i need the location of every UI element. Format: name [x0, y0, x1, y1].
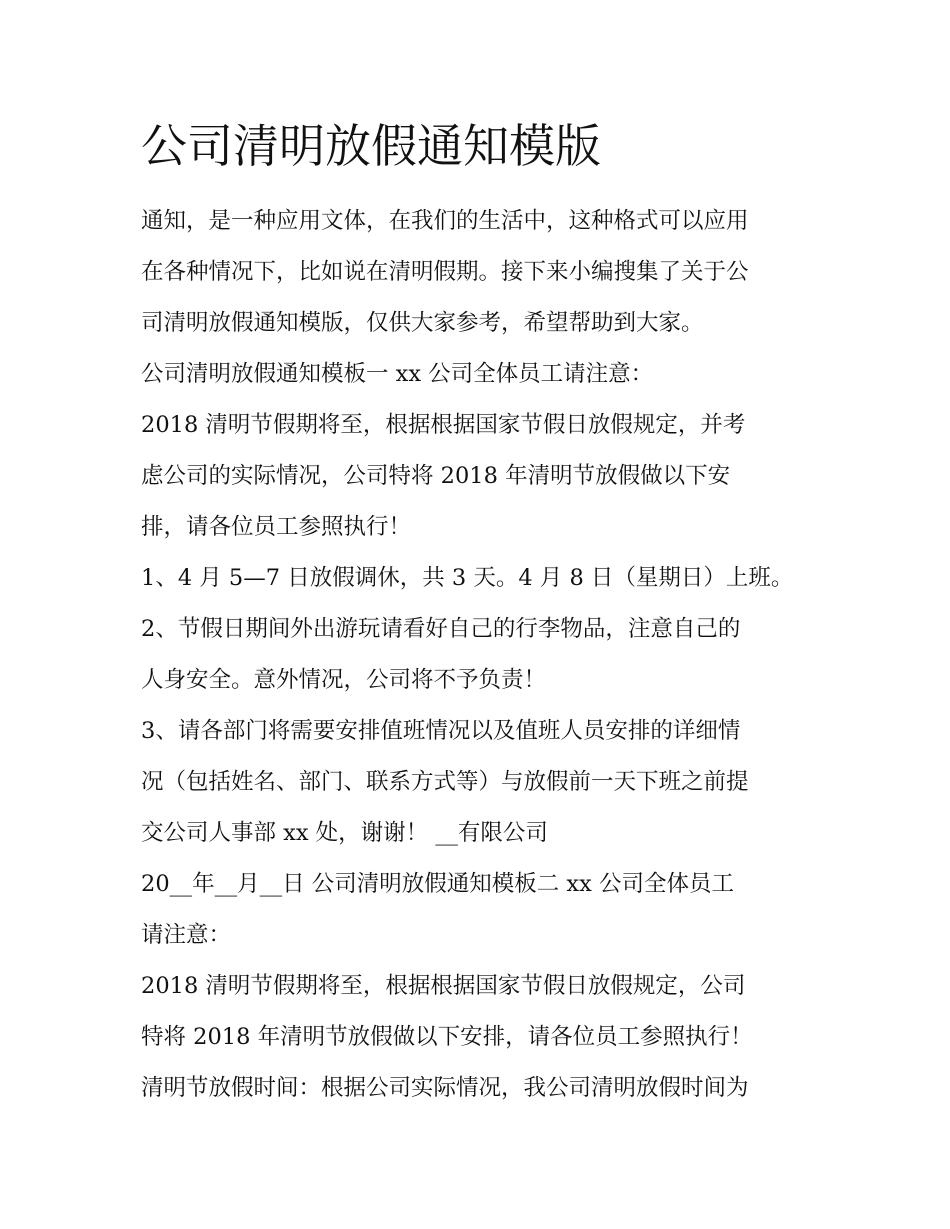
- paragraph-line: 2、节假日期间外出游玩请看好自己的行李物品，注意自己的: [141, 616, 741, 642]
- paragraph-line: 在各种情况下，比如说在清明假期。接下来小编搜集了关于公: [141, 259, 749, 285]
- paragraph-line: 特将 2018 年清明节放假做以下安排，请各位员工参照执行！: [141, 1024, 753, 1050]
- paragraph-line: 况（包括姓名、部门、联系方式等）与放假前一天下班之前提: [141, 769, 749, 795]
- paragraph-line: 通知，是一种应用文体，在我们的生活中，这种格式可以应用: [141, 208, 749, 234]
- paragraph-line: 公司清明放假通知模板一 xx 公司全体员工请注意：: [141, 361, 654, 387]
- paragraph-line: 3、请各部门将需要安排值班情况以及值班人员安排的详细情: [141, 718, 741, 744]
- paragraph-line: 清明节放假时间：根据公司实际情况，我公司清明放假时间为: [141, 1075, 749, 1101]
- paragraph-line: 交公司人事部 xx 处，谢谢！ __有限公司: [141, 820, 548, 846]
- document-body: [141, 196, 821, 1114]
- paragraph-line: 2018 清明节假期将至，根据根据国家节假日放假规定，公司: [141, 973, 746, 999]
- paragraph-line: 20__年__月__日 公司清明放假通知模板二 xx 公司全体员工: [141, 871, 734, 897]
- paragraph-line: 2018 清明节假期将至，根据根据国家节假日放假规定，并考: [141, 412, 746, 438]
- paragraph-line: 人身安全。意外情况，公司将不予负责！: [141, 667, 547, 693]
- paragraph-line: 司清明放假通知模版，仅供大家参考，希望帮助到大家。: [141, 310, 704, 336]
- document-title: 公司清明放假通知模版: [141, 119, 601, 173]
- paragraph-line: 虑公司的实际情况，公司特将 2018 年清明节放假做以下安: [141, 463, 731, 489]
- paragraph-line: 请注意：: [141, 922, 232, 948]
- paragraph-line: 排，请各位员工参照执行！: [141, 514, 412, 540]
- paragraph-line: 1、4 月 5—7 日放假调休，共 3 天。4 月 8 日（星期日）上班。: [141, 565, 794, 591]
